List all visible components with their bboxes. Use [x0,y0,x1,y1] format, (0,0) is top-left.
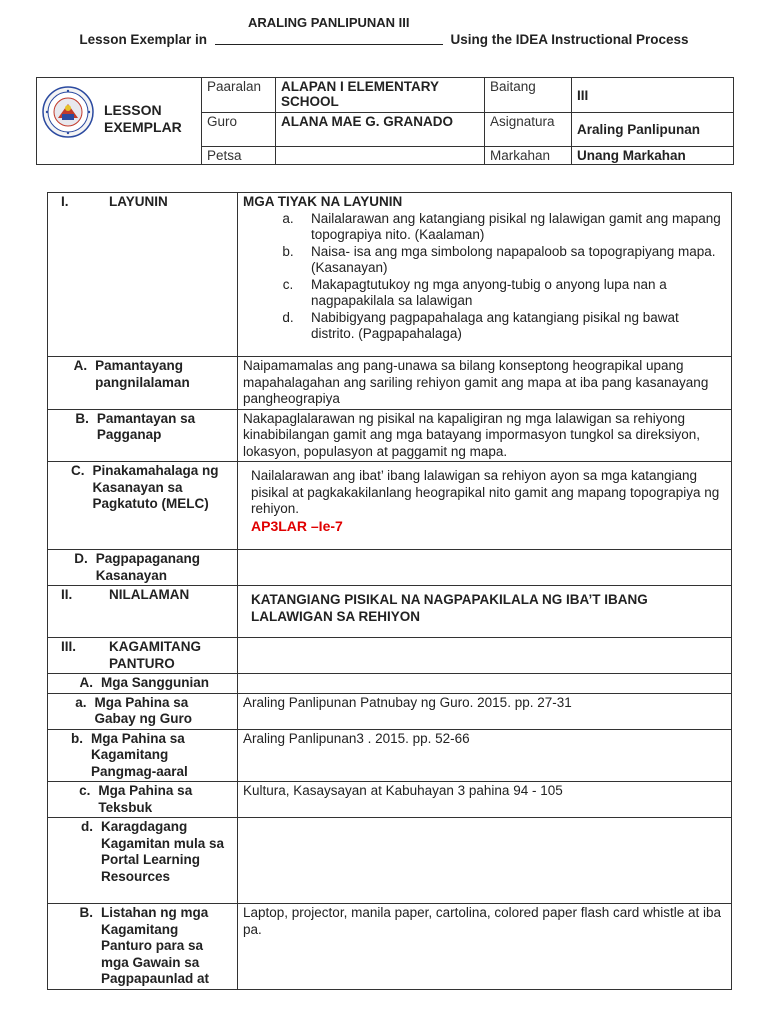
row-text [238,550,732,586]
objectives-cell [238,193,732,357]
row-gabay-guro: a. Mga Pahina sa Gabay ng Guro Araling Panlipunan Patnubay ng Guro. 2015. pp. 27-31 [48,693,732,729]
value-teacher: ALANA MAE G. GRANADO [276,113,485,147]
value-quarter: Unang Markahan [572,147,734,165]
objective-item: c. Makapagtutukoy ng mga anyong-tubig o anyong lupa nan a nagpapakilala sa lalawigan [282,276,667,308]
row-pamantayan-pagganap: B. Pamantayan sa Pagganap Nakapaglalarawan ng pisikal na kapaligiran ng mga lalawigan sa rehiyong kinabibilangan gamit ang mga batayang impormasyon tungkol sa direksiyon, lokasyon, populasyon at paggamit ng mapa. [48,409,732,462]
objective-item: d. Nabibigyang pagpapahalaga ang katangiang pisikal ng bawat distrito. (Pagpapahalaga) [282,309,679,341]
row-text: Laptop, projector, manila paper, cartolina, colored paper flash card whistle at iba pa. [238,904,732,990]
row-teksbuk: c. Mga Pahina sa Teksbuk Kultura, Kasaysayan at Kabuhayan 3 pahina 94 - 105 [48,782,732,818]
nilalaman-text: KATANGIANG PISIKAL NA NAGPAPAKILALA NG IBA’T IBANG LALAWIGAN SA REHIYON [238,586,732,638]
row-layunin [48,193,732,357]
row-text: Kultura, Kasaysayan at Kabuhayan 3 pahina 94 - 105 [238,782,732,818]
row-number: I. [61,194,69,209]
label-markahan: Markahan [485,147,572,165]
objectives-list [243,211,726,343]
value-date [276,147,485,165]
row-text [238,818,732,904]
row-melc: C. Pinakamahalaga ng Kasanayan sa Pagkatuto (MELC) Nailalarawan ang ibat’ ibang lalawigan sa rehiyon ayon sa mga katangiang pisikal at pagkakakilanlang heograpikal nito gamit ang mapang topograpiya ng rehiyon. AP3LAR –Ie-7 [48,462,732,550]
title-suffix: Using the IDEA Instructional Process [450,32,689,47]
lesson-exemplar-label [104,102,182,136]
label-baitang: Baitang [485,78,572,113]
label-guro: Guro [202,113,276,147]
document-title [0,15,768,47]
label-petsa: Petsa [202,147,276,165]
lesson-label-line1: LESSON [104,102,162,118]
row-text: Naipamamalas ang pang-unawa sa bilang konseptong heograpikal upang mapahalagahan ang sariling rehiyon gamit ang mapa at iba pang kasanayang pangheograpiya [238,357,732,410]
row-text [238,674,732,694]
label-asignatura: Asignatura [485,113,572,147]
label-paaralan: Paaralan [202,78,276,113]
row-kagamitang-panturo: III. KAGAMITANG PANTURO [48,638,732,674]
objectives-heading: MGA TIYAK NA LAYUNIN [243,194,403,209]
melc-code: AP3LAR –Ie-7 [251,517,343,534]
row-portal-learning-resources: d. Karagdagang Kagamitan mula sa Portal Learning Resources [48,818,732,904]
title-prefix: Lesson Exemplar in [79,32,207,47]
value-subject: Araling Panlipunan [572,113,734,147]
row-text: Araling Panlipunan3 . 2015. pp. 52-66 [238,729,732,782]
subject-blank [215,15,443,47]
row-text: Nakapaglalarawan ng pisikal na kapaligiran ng mga lalawigan sa rehiyong kinabibilangan gamit ang mga batayang impormasyon tungkol sa direksiyon, lokasyon, populasyon at paggamit ng mapa. [238,409,732,462]
row-kagamitang-pangmag-aaral: b. Mga Pahina sa Kagamitang Pangmag-aaral Araling Panlipunan3 . 2015. pp. 52-66 [48,729,732,782]
subject-name: ARALING PANLIPUNAN III [247,15,410,30]
value-school: ALAPAN I ELEMENTARY SCHOOL [276,78,485,113]
row-title: LAYUNIN [109,194,168,209]
blank-underline [215,44,443,45]
row-listahan-kagamitang-panturo: B. Listahan ng mga Kagamitang Panturo para sa mga Gawain sa Pagpapaunlad at Laptop, projector, manila paper, cartolina, colored paper flash card whistle at iba pa. [48,904,732,990]
deped-seal-icon [42,86,94,138]
row-sanggunian: A. Mga Sanggunian [48,674,732,694]
objective-item: a. Nailalarawan ang katangiang pisikal ng lalawigan gamit ang mapang topograpiya nito. (Kaalaman) [282,210,721,242]
row-pagpapaganang-kasanayan: D. Pagpapaganang Kasanayan [48,550,732,586]
row-text: Araling Panlipunan Patnubay ng Guro. 2015. pp. 27-31 [238,693,732,729]
melc-cell [238,462,732,550]
row-pamantayang-pangnilalaman: A. Pamantayang pangnilalaman Naipamamalas ang pang-unawa sa bilang konseptong heograpikal upang mapahalagahan ang sariling rehiyon gamit ang mapa at iba pang kasanayang pangheograpiya [48,357,732,410]
row-nilalaman: II. NILALAMAN KATANGIANG PISIKAL NA NAGPAPAKILALA NG IBA’T IBANG LALAWIGAN SA REHIYON [48,586,732,638]
row-label [48,193,238,357]
objective-item: b. Naisa- isa ang mga simbolong napapaloob sa topograpiyang mapa. (Kasanayan) [282,243,716,275]
logo-cell [37,78,202,165]
melc-text: Nailalarawan ang ibat’ ibang lalawigan sa rehiyon ayon sa mga katangiang pisikal at pagkakakilanlang heograpikal nito gamit ang mapang topograpiya ng rehiyon. [251,468,720,516]
header-table [36,77,734,165]
value-grade: III [572,78,734,113]
lesson-plan-table [47,192,732,990]
row-text [238,638,732,674]
lesson-label-line2: EXEMPLAR [104,119,182,135]
